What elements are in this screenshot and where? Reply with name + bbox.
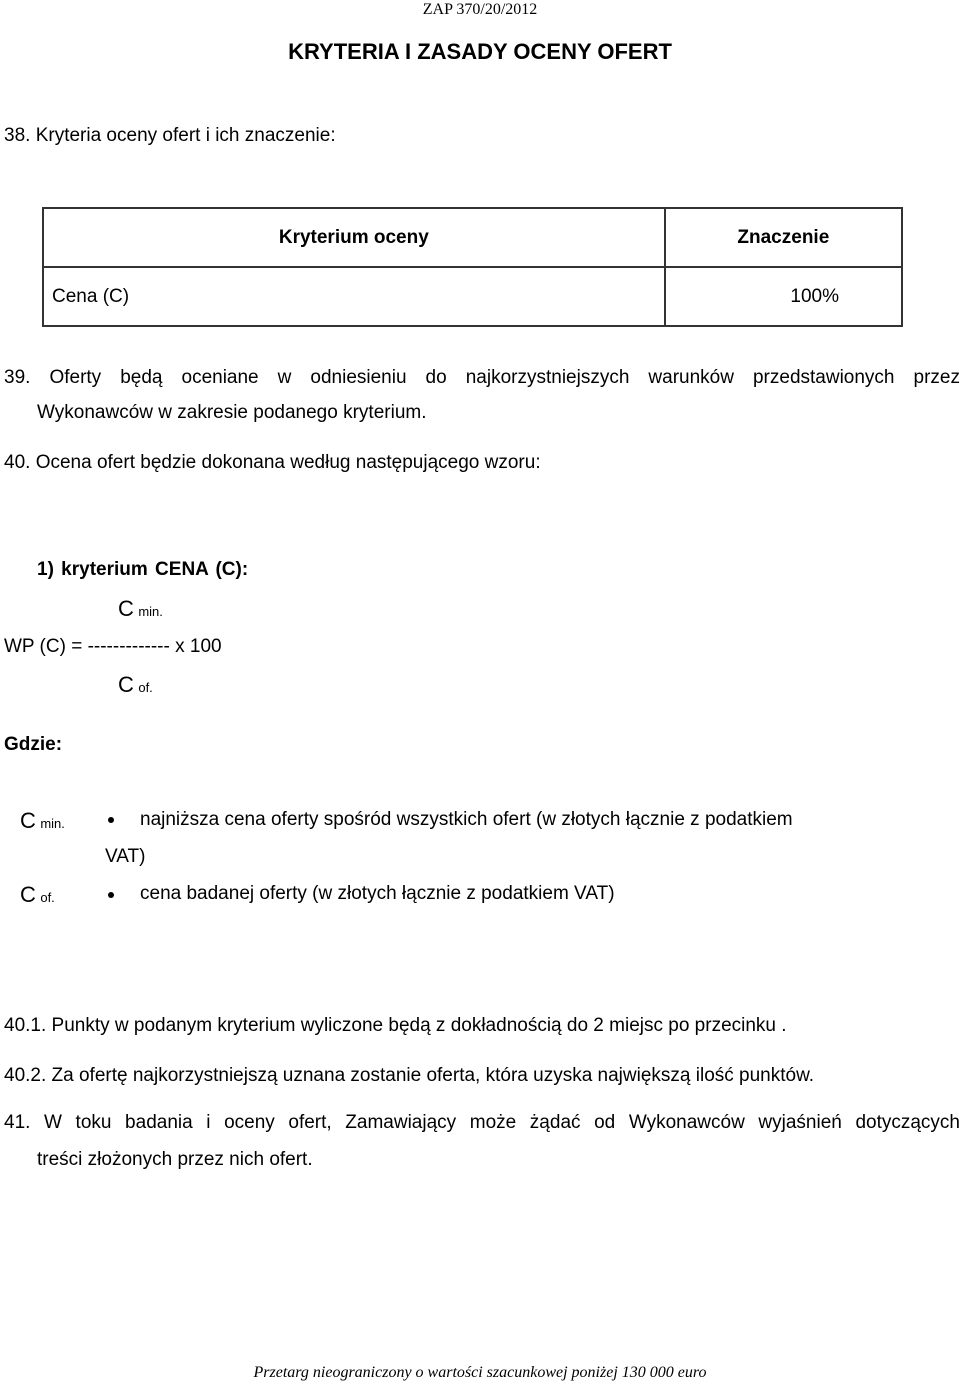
cell-criterion: Cena (C) <box>43 267 665 326</box>
definition-cof-line-1: cena badanej oferty (w złotych łącznie z podatkiem VAT) <box>140 883 615 904</box>
bullet-icon <box>108 817 114 823</box>
definition-symbol: C <box>20 808 36 833</box>
section-40-1-text: 40.1. Punkty w podanym kryterium wyliczone będą z dokładnością do 2 miejsc po przecinku . <box>4 1015 787 1036</box>
denominator-subscript: of. <box>138 680 153 695</box>
column-header-criterion: Kryterium oceny <box>43 208 665 267</box>
criteria-table <box>42 207 903 327</box>
section-40-2-text: 40.2. Za ofertę najkorzystniejszą uznana zostanie oferta, która uzyska największą ilość punktów. <box>4 1065 815 1086</box>
definition-subscript: min. <box>40 816 65 831</box>
section-39-line-2: Wykonawców w zakresie podanego kryterium. <box>37 402 427 423</box>
gdzie-label: Gdzie: <box>4 734 63 755</box>
formula-heading: 1) kryterium CENA (C): <box>37 559 249 580</box>
page-title: KRYTERIA I ZASADY OCENY OFERT <box>288 39 672 64</box>
formula-denominator <box>118 672 153 698</box>
bullet-icon <box>108 892 114 898</box>
section-38-text: 38. Kryteria oceny ofert i ich znaczenie: <box>4 125 336 146</box>
definition-cmin-line-2: VAT) <box>105 846 146 867</box>
formula-numerator <box>118 596 163 622</box>
section-41-line-1: 41. W toku badania i oceny ofert, Zamawiający może żądać od Wykonawców wyjaśnień dotyczących <box>4 1112 960 1133</box>
section-39-line-1: 39. Oferty będą oceniane w odniesieniu do najkorzystniejszych warunków przedstawionych przez <box>4 367 960 388</box>
section-41-line-2: treści złożonych przez nich ofert. <box>37 1149 313 1170</box>
definition-symbol: C <box>20 882 36 907</box>
definition-cmin-line-1: najniższa cena oferty spośród wszystkich ofert (w złotych łącznie z podatkiem <box>140 809 793 830</box>
numerator-symbol: C <box>118 596 134 621</box>
column-header-weight: Znaczenie <box>665 208 902 267</box>
section-40-text: 40. Ocena ofert będzie dokonana według następującego wzoru: <box>4 452 541 473</box>
denominator-symbol: C <box>118 672 134 697</box>
numerator-subscript: min. <box>138 604 163 619</box>
formula-main: WP (C) = ------------- x 100 <box>4 636 222 657</box>
table-row <box>43 267 902 326</box>
definition-symbol-cmin <box>20 808 65 834</box>
definition-subscript: of. <box>40 890 55 905</box>
criteria-table-header-row <box>43 208 902 267</box>
cell-weight: 100% <box>665 267 902 326</box>
definition-symbol-cof <box>20 882 55 908</box>
page-footer: Przetarg nieograniczony o wartości szacunkowej poniżej 130 000 euro <box>253 1364 707 1381</box>
document-reference: ZAP 370/20/2012 <box>422 1 538 18</box>
